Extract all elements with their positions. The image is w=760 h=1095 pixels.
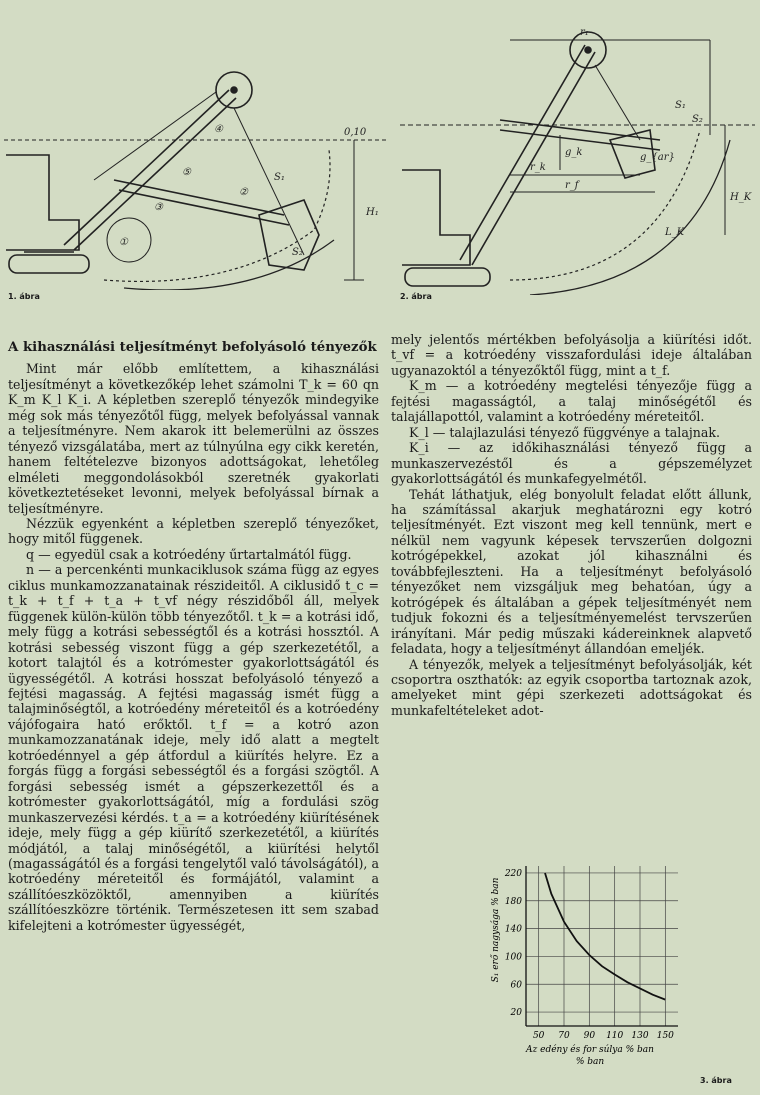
- fig1-label: ③: [154, 202, 163, 213]
- x-tick-label: 110: [606, 1031, 624, 1041]
- x-tick-label: 90: [583, 1031, 596, 1041]
- fig1-label: 0,10: [344, 127, 367, 138]
- fig2-label: r_f: [565, 180, 579, 191]
- x-tick-label: 130: [631, 1031, 649, 1041]
- x-tick-label: 50: [532, 1031, 545, 1041]
- left-column: [8, 340, 379, 933]
- paragraph: K_i — az időkihasználási tényező függ a munkaszervezéstől és a gépszemélyzet gyakorlottságától és munkafegyelmétől.: [391, 440, 752, 487]
- paragraph: A tényezők, melyek a teljesítményt befolyásolják, két csoportra oszthatók: az egyik csoportba tartoznak azok, amelyeket mint gépi szerkezeti adottságokat és munkafeltételeket adot-: [391, 656, 752, 718]
- fig1-label: S₁: [274, 172, 285, 183]
- fig2-label: H_K: [730, 192, 752, 203]
- x-axis-label: Az edény és for súlya % ban: [526, 1045, 654, 1055]
- paragraph: mely jelentős mértékben befolyásolja a kiürítési időt. t_vf = a kotróedény visszafordulási ideje általában ugyanazoktól a tényezőktől függ, mint a t_f.: [391, 332, 752, 378]
- x-axis-unit: % ban: [575, 1057, 605, 1067]
- x-tick-label: 150: [656, 1031, 674, 1041]
- fig2-label: S₁: [675, 100, 686, 111]
- fig1-label: ②: [239, 187, 248, 198]
- series-line: [545, 873, 665, 1000]
- y-tick-label: 20: [510, 1008, 522, 1019]
- fig2-label: r_k: [530, 162, 546, 173]
- paragraph: Tehát láthatjuk, elég bonyolult feladat előtt állunk, ha számítással akarjuk meghatározni egy kotró teljesítményét. Ezt viszont meg kell tennünk, mert e nélkül nem vagyunk képesek tervszerűen dolgozni kotrógépekkel, azokat jól kihasználni és továbbfejleszteni. Ha a teljesítményt befolyásoló tényezőket nem vizsgáljuk meg behatóan, úgy a kotrógépek és általában a gépek teljesítményét nem tudjuk fokozni és a teljesítményemelést tervszerűen irányítani. Már pedig műszaki kádereinknek alapvető feladata, hogy a teljesítményt állandóan emeljék.: [391, 486, 752, 657]
- figure-2-drawing: [400, 10, 755, 295]
- figure-3-chart: [478, 858, 748, 1090]
- figure-2-caption: 2. ábra: [400, 292, 432, 301]
- x-tick-label: 70: [558, 1031, 570, 1041]
- y-axis-label: S₁ erő nagysága % ban: [491, 877, 501, 983]
- figure-2: [400, 10, 755, 295]
- paragraph: q — egyedül csak a kotróedény űrtartalmától függ.: [26, 546, 352, 562]
- figure-1: [4, 40, 389, 290]
- fig2-label: g_{ar}: [640, 152, 675, 163]
- fig2-label: r₁: [580, 27, 589, 38]
- fig2-label: S₂: [692, 114, 703, 125]
- fig1-label: ①: [119, 237, 128, 248]
- fig1-label: S₂: [292, 247, 303, 258]
- figure-3-caption: 3. ábra: [700, 1076, 732, 1085]
- fig2-label: g_k: [565, 147, 583, 158]
- paragraph: K_l — talajlazulási tényező függvénye a talajnak.: [409, 424, 720, 440]
- y-tick-label: 100: [504, 952, 522, 963]
- fig1-label: ⑤: [182, 167, 191, 178]
- fig1-label: H₁: [366, 207, 379, 218]
- fig1-label: ④: [214, 124, 223, 135]
- figure-1-drawing: [4, 40, 389, 290]
- paragraph: Mint már előbb említettem, a kihasználási teljesítményt a következőkép lehet számolni T_k = 60 qn K_m K_l K_i. A képletben szereplő tényezők mindegyike még sok más tényezőtől függ, melyek befolyással vannak a teljesítményre. Nem akarok itt belemerülni az összes tényező vizsgálatába, mert az túlnyúlna egy cikk keretén, hanem feltételezve bizonyos adottságokat, lehetőleg elméleti meggondolásokból szeretnék gyakorlati következtetéseket levonni, melyek befolyással bírnak a teljesítményre.: [8, 361, 379, 516]
- section-heading: A kihasználási teljesítményt befolyásoló tényezők: [8, 340, 377, 355]
- paragraph: K_m — a kotróedény megtelési tényezője függ a fejtési magasságtól, a talaj minőségétől és talajállapottól, valamint a kotróedény méreteitől.: [391, 378, 752, 425]
- figure-3: [478, 858, 748, 1090]
- fig2-label: L_K: [665, 227, 685, 238]
- paragraph: n — a percenkénti munkaciklusok száma függ az egyes ciklus munkamozzanatainak részideitől. A ciklusidő t_c = t_k + t_f + t_a + t_vf négy részidőből áll, melyek függenek külön-külön több tényezőtől. t_k = a kotrási idő, mely függ a kotrási sebességtől és a kotrási hossztól. A kotrási sebesség viszont függ a gép szerkezetétől, a kotort talajtól és a kotrómester gyakorlottságától és ügyességétől. A kotrási hosszat befolyásoló tényező a fejtési magasság. A fejtési magasság ismét függ a talajminőségtől, a kotróedény méreteitől és a kotróedény vájófogaira ható erőktől. t_f = a kotró azon munkamozzanatának ideje, mely idő alatt a megtelt kotróedénnyel a gép átfordul a kiürítés helyre. Ez a forgás függ a forgási sebességtől és a forgási szögtől. A forgási sebesség ismét a gépszerkezettől és a kotrómester gyakorlottságától, míg a fordulási szög munkaszervezési kérdés. t_a = a kotróedény kiürítésének ideje, mely függ a gép kiürítő szerkezetétől, a kiürítés módjától, a talaj minőségétől, a kiürítési helytől (magasságától és a forgási tengelytől való távolságától), a kotróedény méreteitől és formájától, valamint a szállítóeszközöktől, amennyiben a kiürítés szállítóeszközre történik. Természetesen itt sem szabad kifelejteni a kotrómester ügyességét,: [8, 562, 379, 933]
- y-tick-label: 180: [504, 896, 522, 907]
- right-column: [391, 332, 752, 718]
- y-tick-label: 220: [504, 868, 522, 879]
- paragraph: Nézzük egyenként a képletben szereplő tényezőket, hogy mitől függenek.: [8, 515, 379, 547]
- y-tick-label: 60: [510, 980, 522, 991]
- figure-1-caption: 1. ábra: [8, 292, 40, 301]
- y-tick-label: 140: [504, 924, 522, 935]
